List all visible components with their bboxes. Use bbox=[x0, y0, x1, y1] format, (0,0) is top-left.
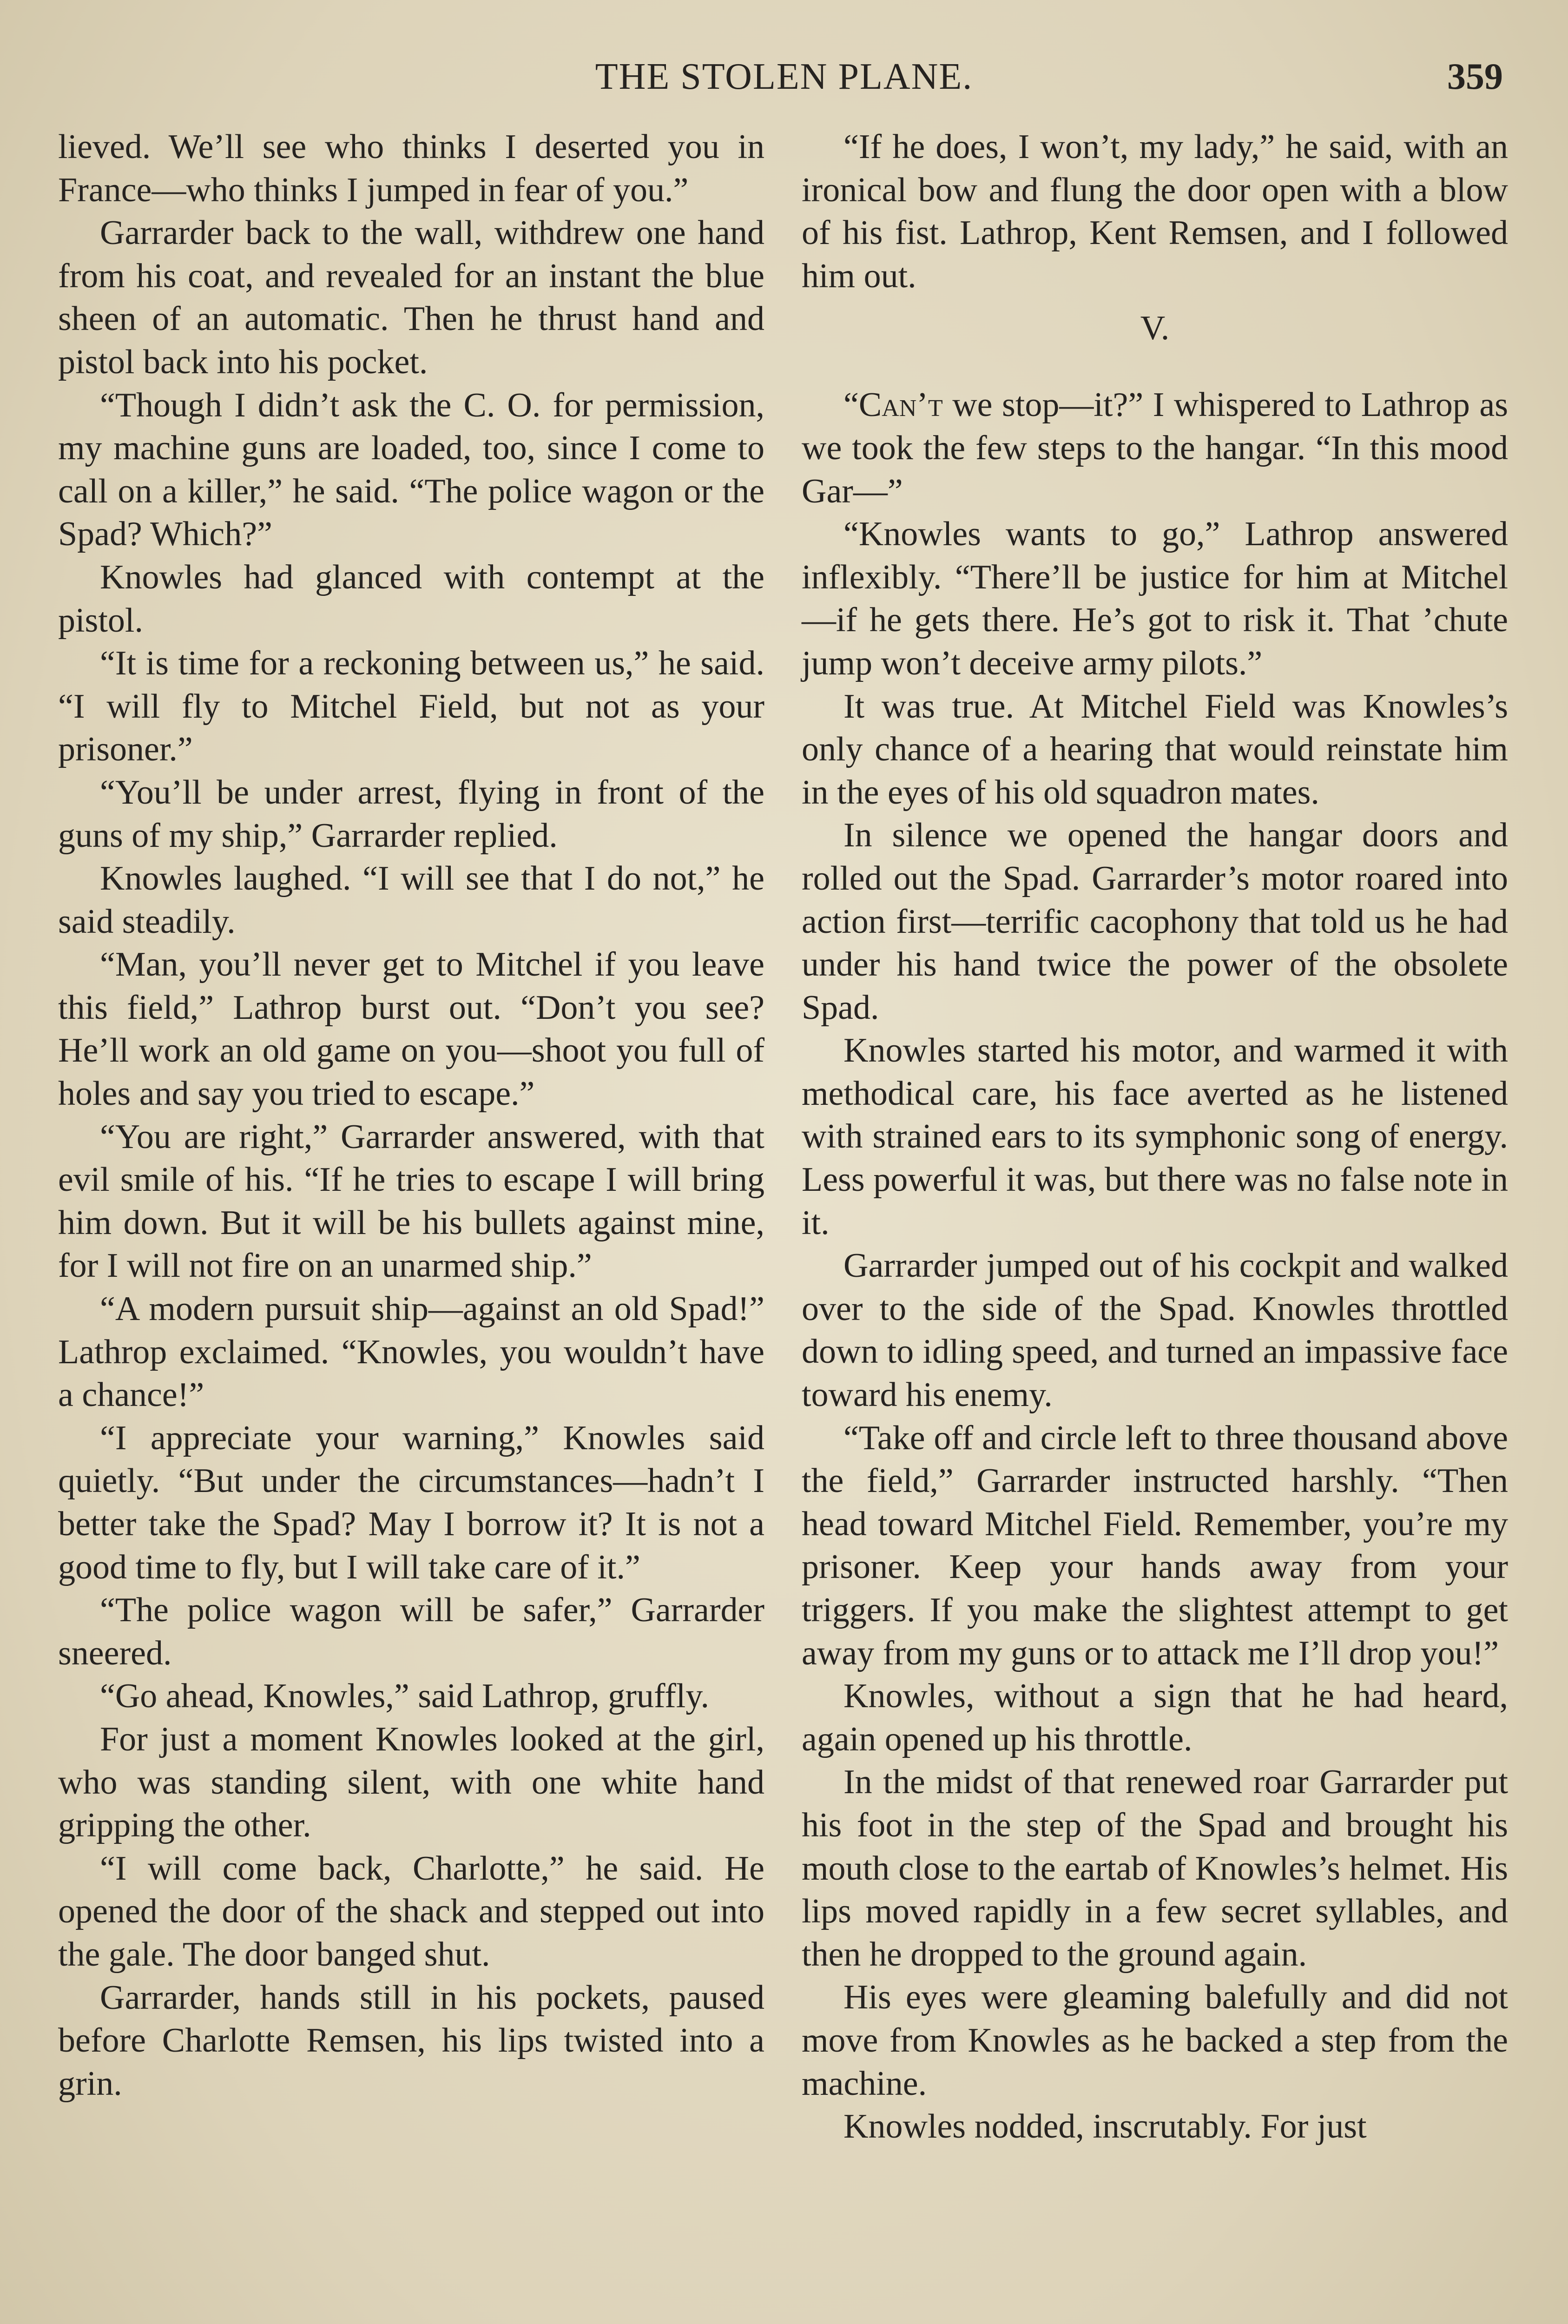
paragraph: Garrarder back to the wall, withdrew one hand from his coat, and revealed for an instant the blue sheen of an automatic. Then he thrust hand and pistol back into his pocket. bbox=[58, 214, 764, 381]
paragraph: “Man, you’ll never get to Mitchel if you leave this field,” Lathrop burst out. “Don’t you see? He’ll work an old game on you—shoot you full of holes and say you tried to escape.” bbox=[58, 945, 764, 1113]
paragraph: “Take off and circle left to three thousand above the field,” Garrarder instructed harshly. “Then head toward Mitchel Field. Remember, you’re my prisoner. Keep your hands away from your triggers. If you make the slightest attempt to get away from my guns or to attack me I’ll drop you!” bbox=[802, 1419, 1508, 1672]
paragraph: In silence we opened the hangar doors and rolled out the Spad. Garrarder’s motor roared into action first—terrific cacophony that told us he had under his hand twice the power of the obsolete Spad. bbox=[802, 816, 1508, 1027]
paragraph: Garrarder jumped out of his cockpit and walked over to the side of the Spad. Knowles throttled down to idling speed, and turned an impassive face toward his enemy. bbox=[802, 1247, 1508, 1414]
running-head bbox=[51, 51, 1517, 102]
paragraph: Knowles started his motor, and warmed it with methodical care, his face averted as he listened with strained ears to its symphonic song of energy. Less powerful it was, but there was no false note in it. bbox=[802, 1031, 1508, 1242]
paragraph: For just a moment Knowles looked at the girl, who was standing silent, with one white hand gripping the other. bbox=[58, 1720, 764, 1845]
paragraph: In the midst of that renewed roar Garrarder put his foot in the step of the Spad and brought his mouth close to the eartab of Knowles’s helmet. His lips moved rapidly in a few secret syllables, and then he dropped to the ground again. bbox=[802, 1763, 1508, 1974]
paragraph: “The police wagon will be safer,” Garrarder sneered. bbox=[58, 1591, 764, 1672]
paragraph: “It is time for a reckoning between us,” he said. “I will fly to Mitchel Field, but not as your prisoner.” bbox=[58, 644, 764, 769]
left-column bbox=[58, 125, 764, 2105]
paragraph: “You’ll be under arrest, flying in front of the guns of my ship,” Garrarder replied. bbox=[58, 773, 764, 855]
paragraph: “I appreciate your warning,” Knowles said quietly. “But under the circumstances—hadn’t I better take the Spad? May I borrow it? It is not a good time to fly, but I will take care of it.” bbox=[58, 1419, 764, 1586]
paragraph: “A modern pursuit ship—against an old Spad!” Lathrop exclaimed. “Knowles, you wouldn’t have a chance!” bbox=[58, 1290, 764, 1414]
paragraph: Garrarder, hands still in his pockets, paused before Charlotte Remsen, his lips twisted into a grin. bbox=[58, 1978, 764, 2103]
paragraph: It was true. At Mitchel Field was Knowles’s only chance of a hearing that would reinstate him in the eyes of his old squadron mates. bbox=[802, 687, 1508, 812]
paragraph: Knowles laughed. “I will see that I do not,” he said steadily. bbox=[58, 859, 764, 941]
paragraph: lieved. We’ll see who thinks I deserted you in France—who thinks I jumped in fear of you.” bbox=[58, 128, 764, 209]
running-title: THE STOLEN PLANE. bbox=[595, 56, 973, 97]
section-number: V. bbox=[1140, 309, 1170, 348]
paragraph: “You are right,” Garrarder answered, with that evil smile of his. “If he tries to escape I will bring him down. But it will be his bullets against mine, for I will not fire on an unarmed ship.” bbox=[58, 1117, 764, 1285]
paragraph: “Go ahead, Knowles,” said Lathrop, gruffly. bbox=[100, 1677, 710, 1716]
paragraph: “Knowles wants to go,” Lathrop answered inflexibly. “There’ll be justice for him at Mitchel—if he gets there. He’s got to risk it. That ’chute jump won’t deceive army pilots.” bbox=[802, 515, 1508, 682]
paragraph: “If he does, I won’t, my lady,” he said, with an ironical bow and flung the door open with a blow of his fist. Lathrop, Kent Remsen, and I followed him out. bbox=[802, 128, 1508, 295]
opening-rest: we stop—it?” I whispered to Lathrop as we took the few steps to the hangar. “In this mood Gar—” bbox=[802, 386, 1508, 510]
page-number: 359 bbox=[1447, 56, 1503, 97]
right-column bbox=[802, 125, 1508, 2148]
paragraph: Knowles nodded, inscrutably. For just bbox=[843, 2107, 1367, 2146]
paragraph: “Though I didn’t ask the C. O. for permission, my machine guns are loaded, too, since I come to call on a killer,” he said. “The police wagon or the Spad? Which?” bbox=[58, 386, 764, 554]
paragraph: “I will come back, Charlotte,” he said. He opened the door of the shack and stepped out into the gale. The door banged shut. bbox=[58, 1849, 764, 1974]
paragraph: Knowles, without a sign that he had heard, again opened up his throttle. bbox=[802, 1677, 1508, 1758]
opening-smallcaps: “Can’t bbox=[843, 386, 943, 424]
paragraph: Knowles had glanced with contempt at the pistol. bbox=[58, 558, 764, 640]
paragraph: His eyes were gleaming balefully and did not move from Knowles as he backed a step from the machine. bbox=[802, 1978, 1508, 2103]
section-opening-paragraph bbox=[802, 383, 1508, 513]
